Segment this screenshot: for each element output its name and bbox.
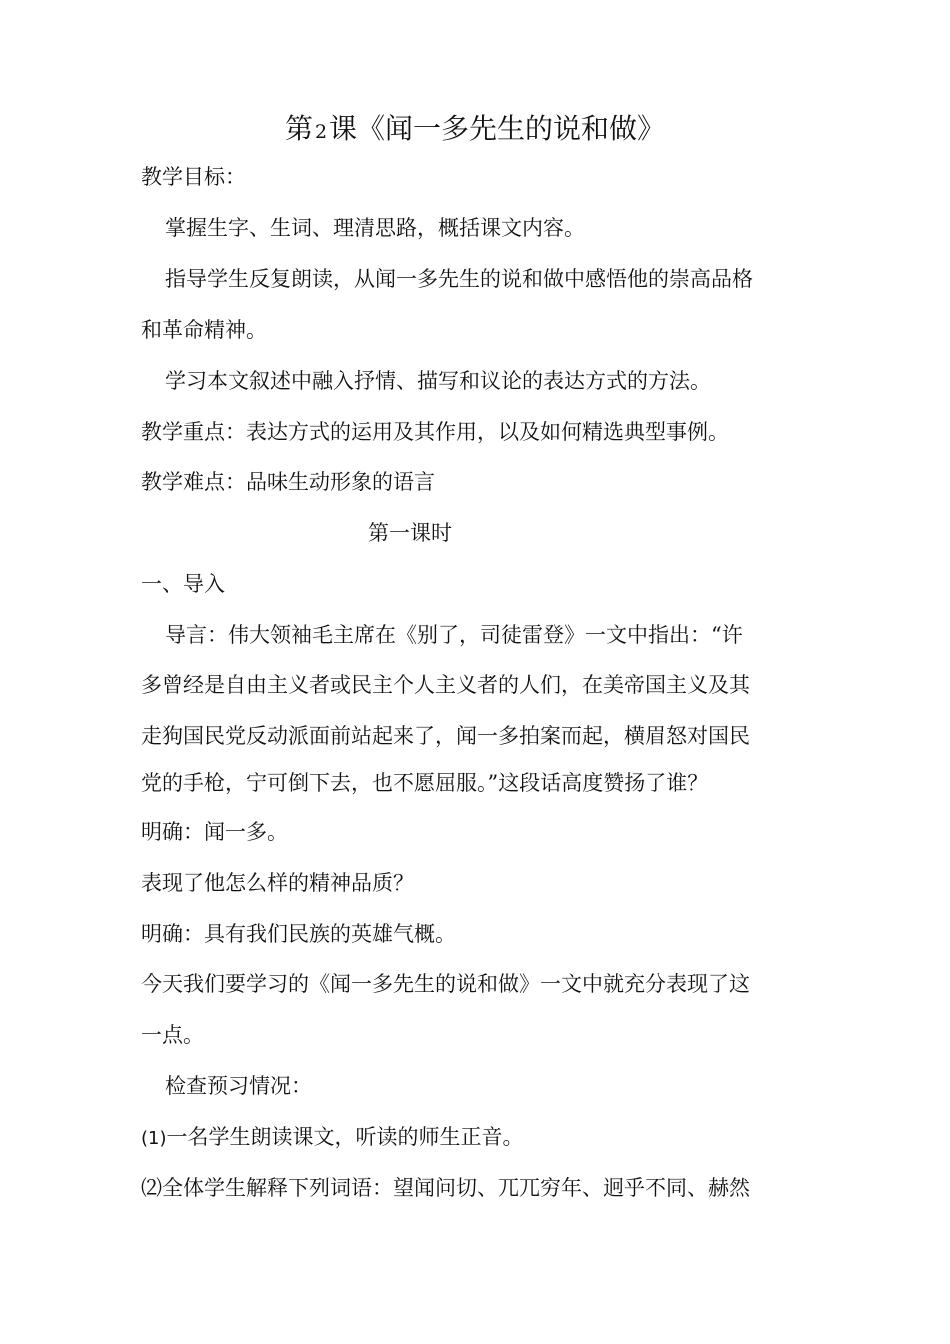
intro-line-4: 党的手枪，宁可倒下去，也不愿屈服。”这段话高度赞扬了谁？ bbox=[141, 771, 709, 795]
answer-1: 明确：闻一多。 bbox=[141, 820, 288, 844]
title-lesson-number: 2 bbox=[314, 121, 328, 143]
preview-heading: 检查预习情况： bbox=[165, 1074, 312, 1098]
objectives-heading: 教学目标： bbox=[141, 165, 246, 189]
today-line-2: 一点。 bbox=[141, 1023, 204, 1047]
title-prefix: 第 bbox=[284, 112, 313, 145]
item-2-text: 全体学生解释下列词语：望闻问切、兀兀穷年、迥乎不同、赫然 bbox=[162, 1176, 750, 1200]
difficulty: 教学难点：品味生动形象的语言 bbox=[141, 470, 435, 494]
lesson-heading: 第一课时 bbox=[368, 521, 452, 545]
intro-line-2: 多曾经是自由主义者或民主个人主义者的人们，在美帝国主义及其 bbox=[141, 673, 750, 697]
preview-item-2 bbox=[141, 1173, 750, 1203]
intro-line-3: 走狗国民党反动派面前站起来了，闻一多拍案而起，横眉怒对国民 bbox=[141, 724, 750, 748]
objective-2-line-2: 和革命精神。 bbox=[141, 318, 267, 342]
item-1-text: 一名学生朗读课文，听读的师生正音。 bbox=[166, 1125, 524, 1149]
today-line-1: 今天我们要学习的《闻一多先生的说和做》一文中就充分表现了这 bbox=[141, 972, 750, 996]
item-1-number: (1) bbox=[141, 1128, 167, 1149]
objective-3: 学习本文叙述中融入抒情、描写和议论的表达方式的方法。 bbox=[165, 369, 711, 393]
objective-1: 掌握生字、生词、理清思路，概括课文内容。 bbox=[165, 216, 585, 240]
answer-2: 明确：具有我们民族的英雄气概。 bbox=[141, 922, 456, 946]
item-2-number: ⑵ bbox=[141, 1176, 162, 1200]
objective-2-line-1: 指导学生反复朗读，从闻一多先生的说和做中感悟他的崇高品格 bbox=[165, 267, 753, 291]
key-point: 教学重点：表达方式的运用及其作用，以及如何精选典型事例。 bbox=[141, 420, 729, 444]
intro-line-1: 导言：伟大领袖毛主席在《别了，司徒雷登》一文中指出：“许 bbox=[165, 623, 743, 647]
question-2: 表现了他怎么样的精神品质？ bbox=[141, 871, 414, 895]
page-title bbox=[0, 109, 950, 152]
title-text: 课《闻一多先生的说和做》 bbox=[329, 112, 666, 145]
preview-item-1 bbox=[141, 1122, 524, 1154]
section-heading-intro: 一、导入 bbox=[141, 572, 225, 596]
